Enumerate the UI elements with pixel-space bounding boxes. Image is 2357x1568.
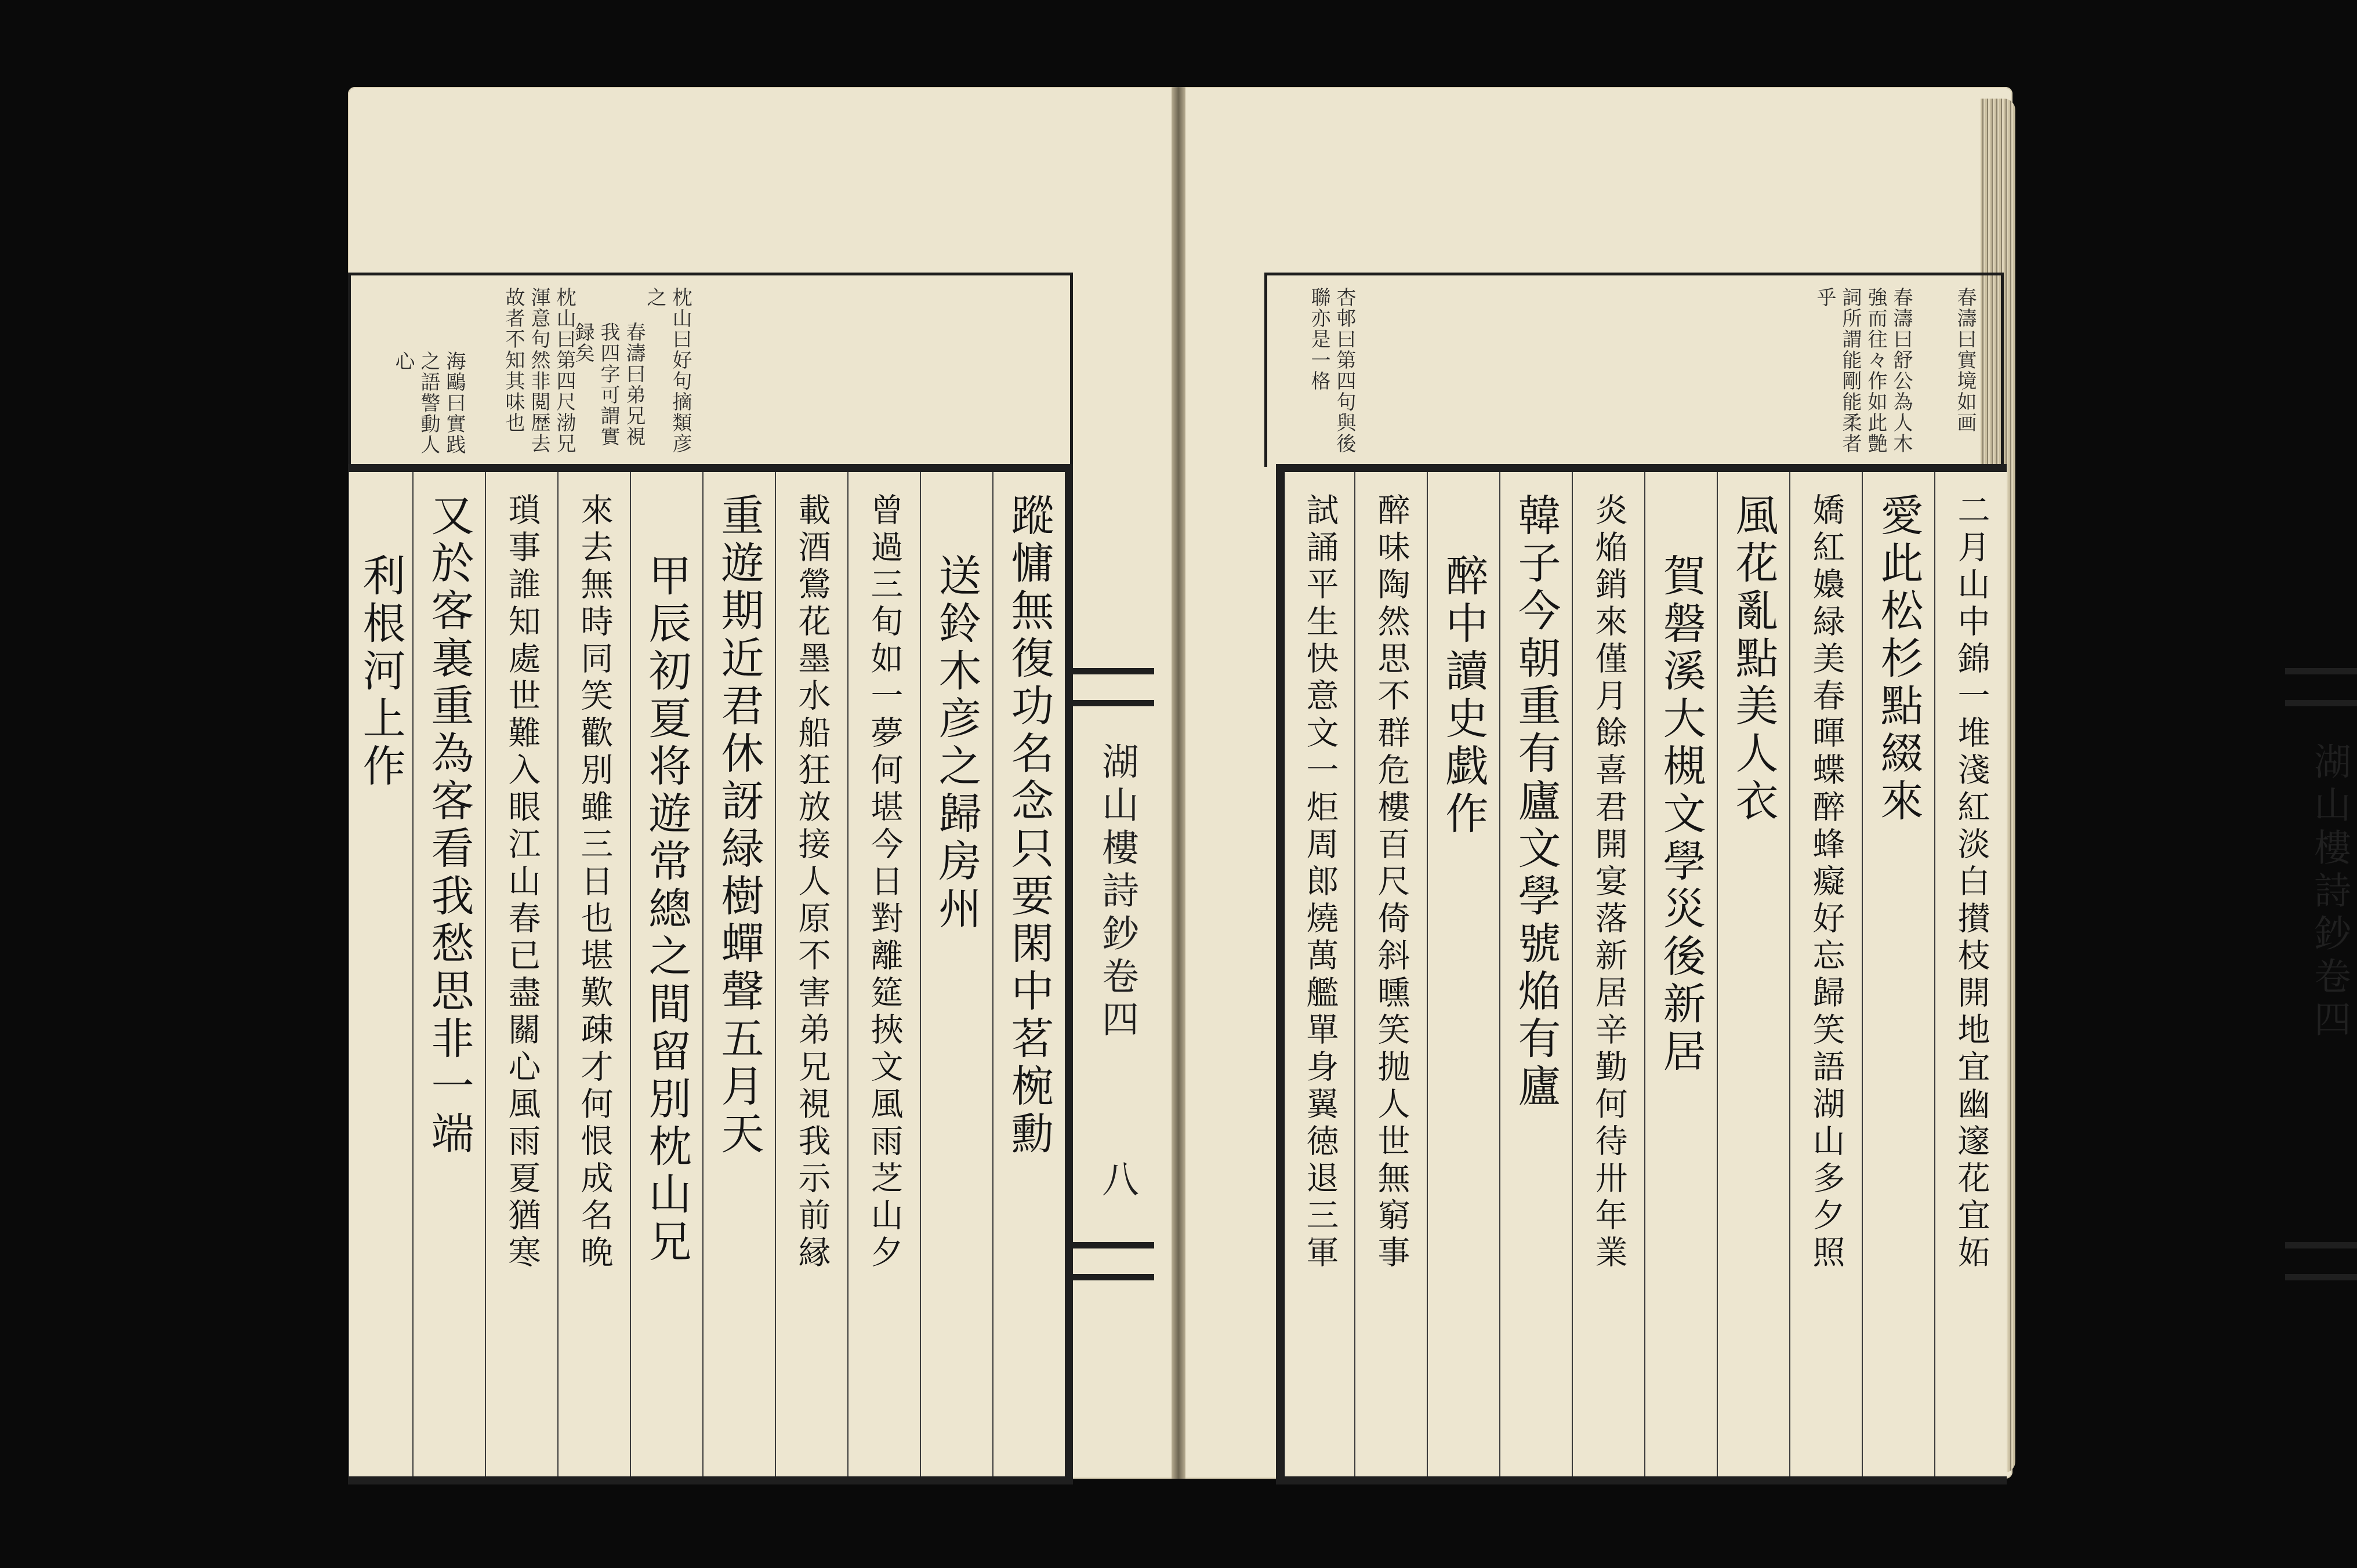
right-fishtail-bottom xyxy=(2285,1229,2357,1293)
right-header-notes xyxy=(1264,273,2004,467)
right-column-4: 風花亂點美人衣 xyxy=(1717,472,1789,1476)
left-column-3: 曾過三旬如一夢何堪今日對離筵挾文風雨芝山夕 xyxy=(847,472,920,1476)
left-text-frame xyxy=(348,464,1073,1484)
book-spine xyxy=(1172,87,1185,1479)
left-column-6: 甲辰初夏将遊常總之間留別枕山兄 xyxy=(630,472,702,1476)
left-column-1: 蹤慵無復功名念只要閑中茗椀勳 xyxy=(992,472,1065,1476)
left-center-strip xyxy=(1073,464,1154,1484)
right-text-frame xyxy=(1276,464,2007,1484)
left-note-2: 春濤曰弟兄視我四字可謂實録矣 xyxy=(571,322,646,447)
left-column-4: 載酒鶯花墨水船狂放接人原不害弟兄視我示前縁 xyxy=(775,472,847,1476)
right-column-5: 賀磐溪大槻文學災後新居 xyxy=(1644,472,1717,1476)
left-note-3: 枕山曰第四尺渤兄渾意句然非閲歴去故者不知其味也 xyxy=(502,287,576,454)
right-note-1: 春濤曰實境如画 xyxy=(1953,287,1977,433)
left-column-10: 利根河上作 xyxy=(348,472,412,1476)
right-column-10: 試誦平生快意文一炬周郎燒萬艦單身翼徳退三軍 xyxy=(1284,472,1354,1476)
right-column-3: 嬌紅嬝緑美春暉蝶醉蜂癡好忘歸笑語湖山多夕照 xyxy=(1789,472,1862,1476)
left-column-9: 又於客裏重為客看我愁思非一端 xyxy=(412,472,485,1476)
right-column-7: 韓子今朝重有廬文學號焔有廬 xyxy=(1499,472,1572,1476)
right-note-3: 杏邨曰第四句與後聯亦是一格 xyxy=(1307,287,1356,454)
left-column-5: 重遊期近君休訝緑樹蟬聲五月天 xyxy=(702,472,775,1476)
left-fishtail-bottom xyxy=(1073,1229,1154,1293)
right-column-1: 二月山中錦一堆淺紅淡白攅枝開地宜幽邃花宜妬 xyxy=(1934,472,2007,1476)
left-note-4: 海鷗曰實践之語警動人心 xyxy=(391,351,466,455)
left-fishtail-top xyxy=(1073,655,1154,719)
right-column-6: 炎焔銷來僅月餘喜君開宴落新居辛勤何待卅年業 xyxy=(1572,472,1644,1476)
right-center-strip xyxy=(2285,464,2357,1484)
right-strip-title: 湖山樓詩鈔卷四 xyxy=(2308,742,2351,1043)
left-column-7: 來去無時同笑歡別雖三日也堪歎疎才何恨成名晩 xyxy=(557,472,630,1476)
left-page-number: 八 xyxy=(1096,1160,1138,1203)
left-strip-title: 湖山樓詩鈔卷四 xyxy=(1096,742,1138,1043)
right-column-2: 愛此松杉點綴來 xyxy=(1862,472,1934,1476)
left-column-2: 送鈴木彦之歸房州 xyxy=(920,472,992,1476)
right-fishtail-top xyxy=(2285,655,2357,719)
right-column-9: 醉味陶然思不群危樓百尺倚斜曛笑抛人世無窮事 xyxy=(1354,472,1427,1476)
left-header-notes xyxy=(348,273,1073,467)
right-note-2: 春濤曰舒公為人木強而往々作如此艶詞所謂能剛能柔者乎 xyxy=(1813,287,1913,454)
left-note-1: 枕山曰好句摘類彦之 xyxy=(643,287,692,454)
open-book xyxy=(348,87,2351,1490)
left-column-8: 瑣事誰知處世難入眼江山春已盡關心風雨夏猶寒 xyxy=(485,472,557,1476)
right-column-8: 醉中讀史戯作 xyxy=(1427,472,1499,1476)
